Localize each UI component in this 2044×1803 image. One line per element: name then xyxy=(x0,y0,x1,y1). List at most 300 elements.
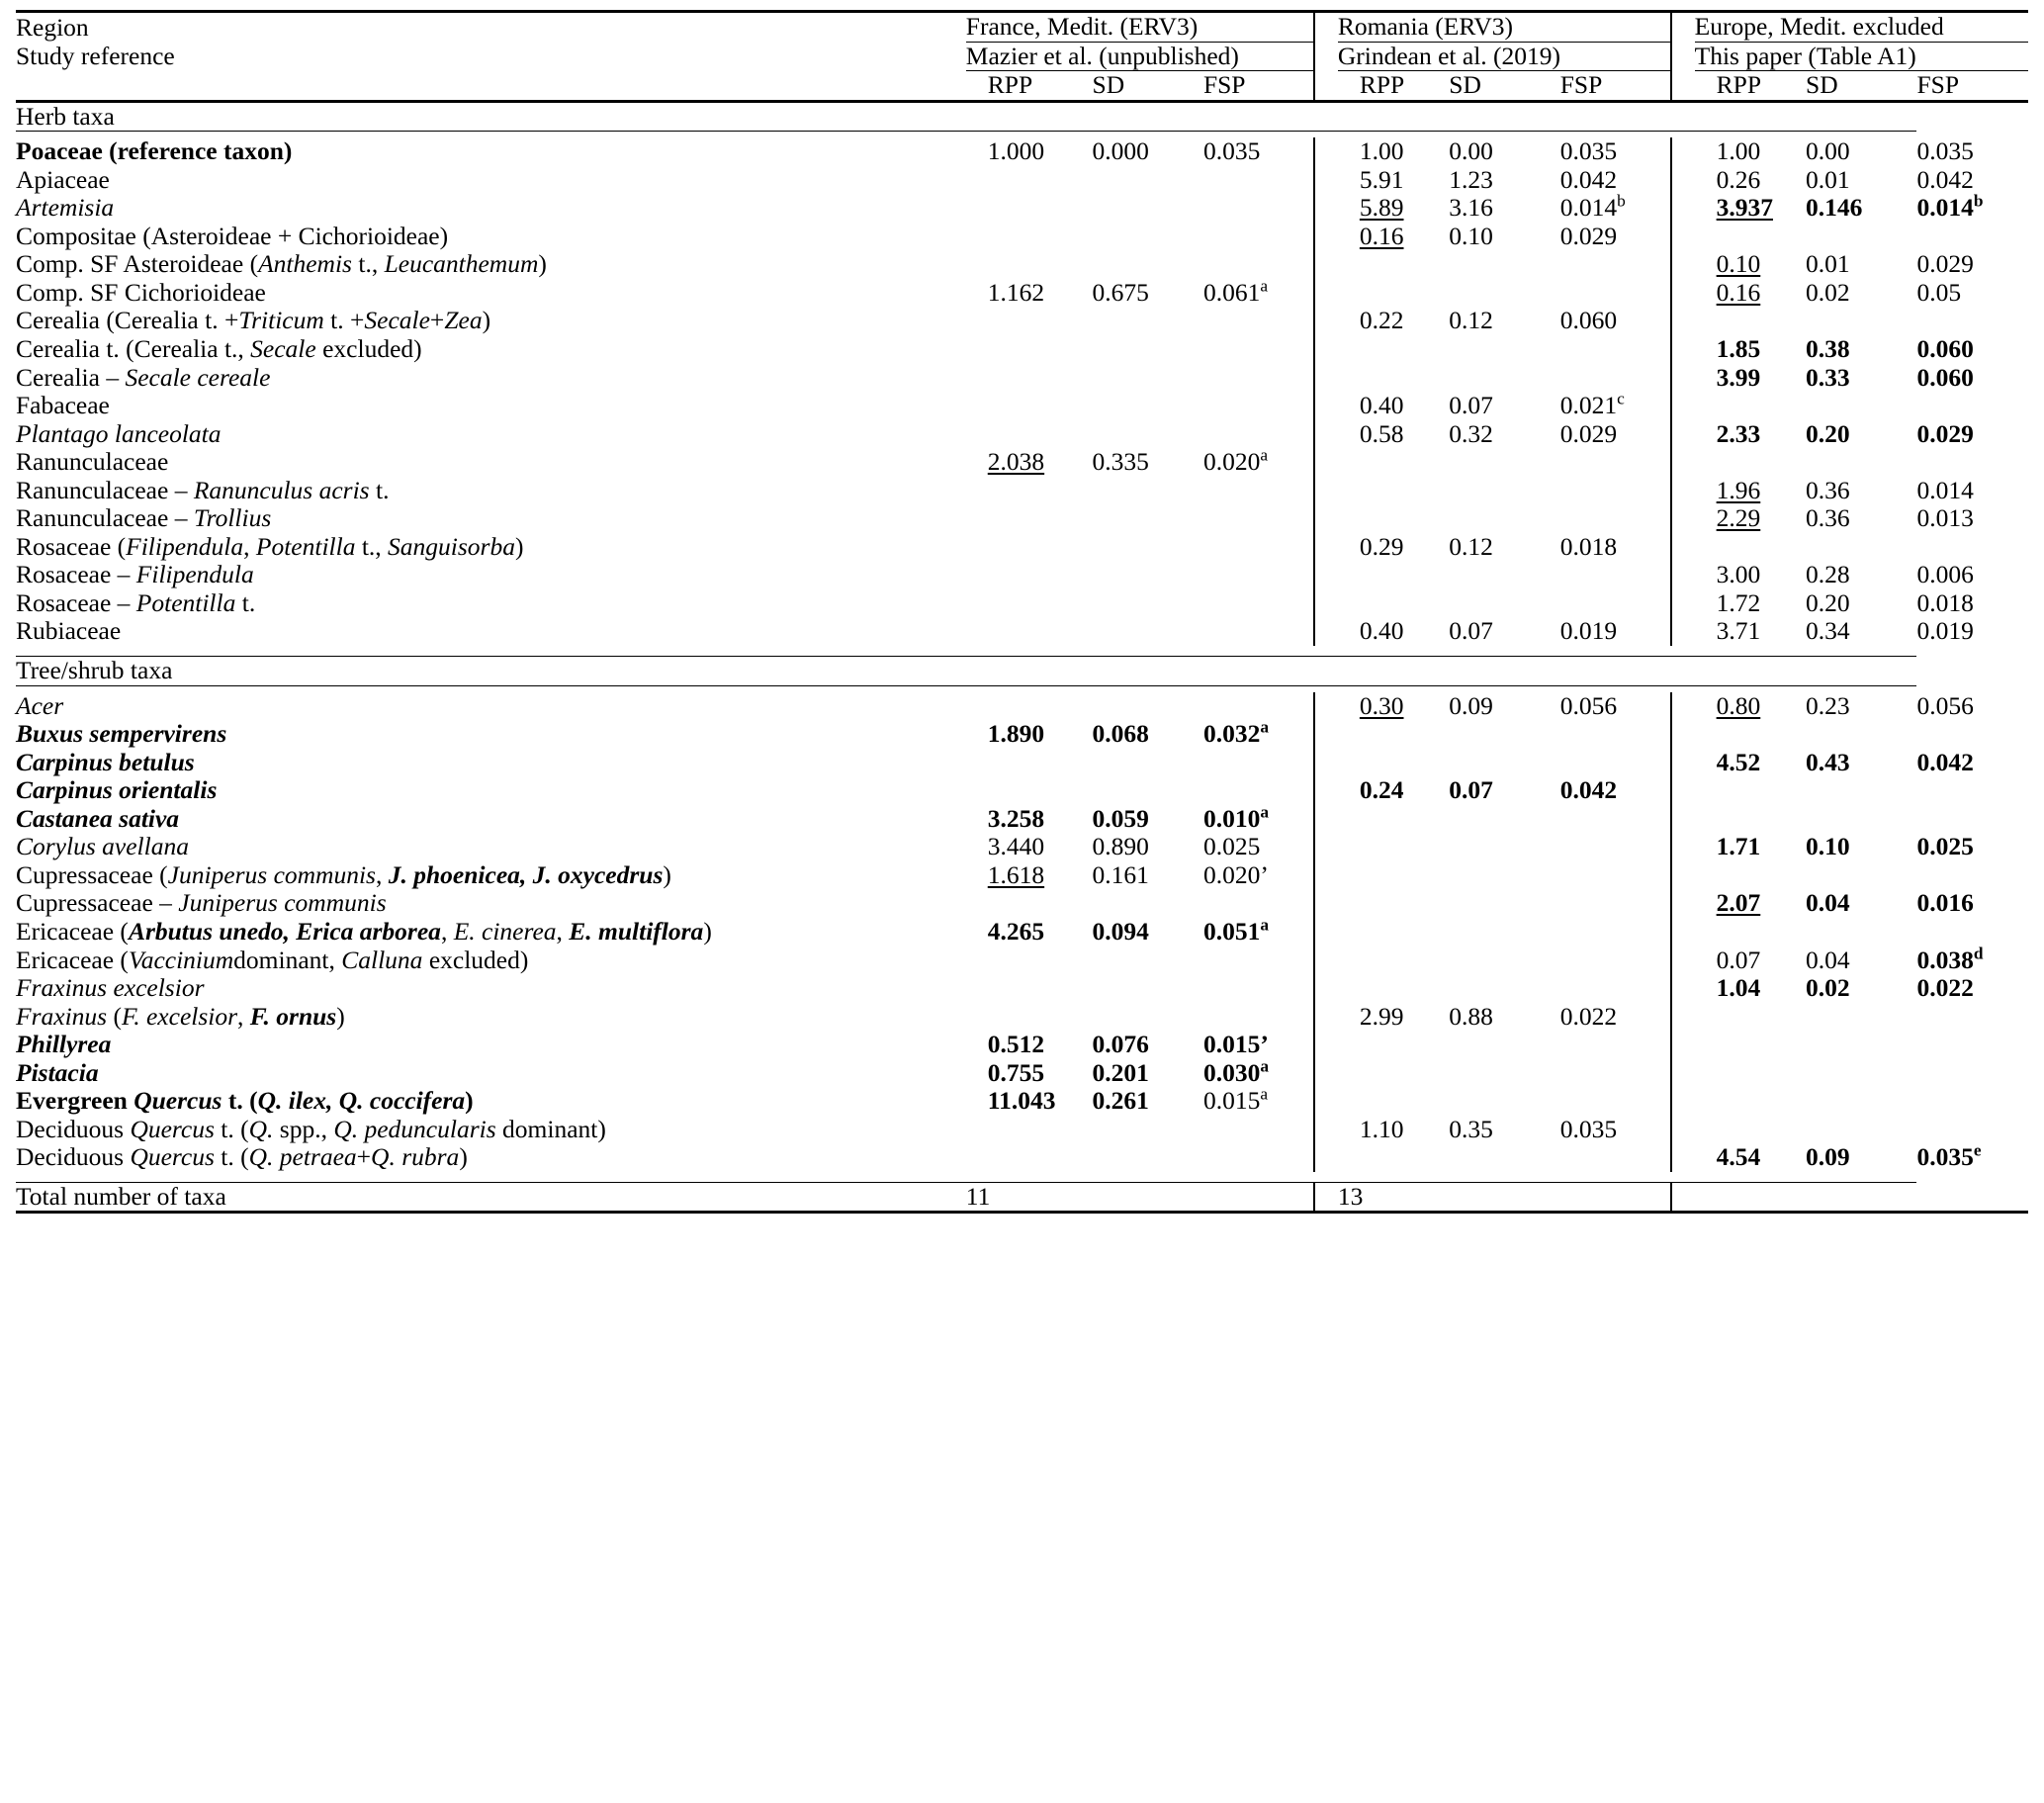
column-divider xyxy=(1671,42,1695,71)
data-cell xyxy=(1560,861,1671,890)
data-cell xyxy=(1338,974,1449,1003)
data-cell xyxy=(1338,250,1449,279)
data-cell xyxy=(1560,250,1671,279)
data-cell xyxy=(1449,833,1559,861)
total-divider xyxy=(16,1172,2028,1183)
data-cell: 0.40 xyxy=(1359,391,1404,420)
column-divider xyxy=(1314,749,1338,777)
data-cell: 3.937 xyxy=(1716,193,1773,223)
metric-header-rpp: RPP xyxy=(966,71,1093,102)
data-cell: 0.029 xyxy=(1916,418,1974,448)
column-divider xyxy=(1671,749,1695,777)
data-cell xyxy=(1916,448,2028,477)
data-cell xyxy=(1695,1003,1806,1032)
data-cell: 0.16 xyxy=(1359,221,1404,250)
data-cell: 4.265 xyxy=(987,916,1045,946)
column-divider xyxy=(1314,392,1338,420)
data-cell xyxy=(966,364,1093,393)
data-cell: 0.09 xyxy=(1449,690,1493,720)
taxon-label: Deciduous Quercus t. (Q. petraea+Q. rubra) xyxy=(16,1142,468,1172)
data-cell xyxy=(1093,477,1203,505)
table-row xyxy=(16,776,2028,805)
data-cell: 0.36 xyxy=(1806,475,1850,504)
data-cell: 0.10 xyxy=(1449,221,1493,250)
table-row xyxy=(16,223,2028,251)
column-divider xyxy=(1314,477,1338,505)
metric-header-fsp: FSP xyxy=(1916,71,2028,102)
data-cell xyxy=(1203,223,1314,251)
data-cell xyxy=(1916,918,2028,947)
column-divider xyxy=(1671,194,1695,223)
data-cell xyxy=(1338,833,1449,861)
column-divider xyxy=(1671,805,1695,834)
column-divider xyxy=(1671,448,1695,477)
data-cell: 0.335 xyxy=(1092,447,1149,477)
data-cell: 0.020$^a$ xyxy=(1202,445,1269,477)
table-row xyxy=(16,137,2028,166)
data-cell: 0.015$^a$ xyxy=(1202,1084,1269,1116)
column-divider xyxy=(1671,504,1695,533)
data-cell xyxy=(1916,1003,2028,1032)
data-cell: 0.042 xyxy=(1916,747,1974,776)
data-cell xyxy=(1203,947,1314,975)
column-divider xyxy=(1314,250,1338,279)
data-cell: 0.013 xyxy=(1916,503,1974,533)
data-cell xyxy=(1338,889,1449,918)
table-row xyxy=(16,477,2028,505)
data-cell xyxy=(1203,1003,1314,1032)
column-divider xyxy=(1314,805,1338,834)
data-cell: 1.04 xyxy=(1716,973,1761,1003)
data-cell: 3.440 xyxy=(987,832,1045,861)
table-row xyxy=(16,1003,2028,1032)
data-cell: 0.059 xyxy=(1092,803,1149,833)
column-divider xyxy=(1314,1087,1338,1116)
data-cell xyxy=(1560,974,1671,1003)
data-cell: 2.038 xyxy=(987,447,1045,477)
column-divider xyxy=(1671,335,1695,364)
taxon-label: Ranunculaceae – Trollius xyxy=(16,503,272,533)
data-cell: 1.890 xyxy=(987,719,1045,749)
data-cell: 1.10 xyxy=(1359,1114,1404,1143)
data-cell: 0.042 xyxy=(1559,164,1618,194)
data-cell: 1.71 xyxy=(1716,832,1761,861)
data-cell xyxy=(1203,776,1314,805)
data-cell xyxy=(1338,477,1449,505)
data-cell: 2.33 xyxy=(1716,418,1761,448)
column-divider xyxy=(1314,364,1338,393)
data-cell xyxy=(1806,223,1916,251)
taxon-label: Poaceae (reference taxon) xyxy=(16,136,293,166)
data-cell xyxy=(1806,448,1916,477)
data-cell xyxy=(1093,533,1203,562)
column-divider xyxy=(1314,589,1338,618)
data-cell: 0.035 xyxy=(1916,136,1974,166)
data-cell xyxy=(1916,861,2028,890)
data-cell: 0.00 xyxy=(1449,136,1493,166)
table-row xyxy=(16,335,2028,364)
data-cell xyxy=(1449,335,1559,364)
data-cell xyxy=(1449,477,1559,505)
data-cell xyxy=(1338,448,1449,477)
data-cell: 0.015’ xyxy=(1202,1030,1269,1059)
column-divider xyxy=(1671,833,1695,861)
data-cell xyxy=(1203,420,1314,449)
data-cell: 0.201 xyxy=(1092,1057,1149,1087)
column-divider xyxy=(1314,1003,1338,1032)
taxon-label: Apiaceae xyxy=(16,164,110,194)
data-cell xyxy=(1338,279,1449,308)
metric-header-sd: SD xyxy=(1093,71,1203,102)
data-cell xyxy=(1093,250,1203,279)
data-cell xyxy=(966,420,1093,449)
data-cell xyxy=(1093,692,1203,721)
data-cell: 0.80 xyxy=(1716,690,1761,720)
data-cell xyxy=(1093,776,1203,805)
data-cell xyxy=(1695,1087,1806,1116)
column-divider xyxy=(1314,1116,1338,1144)
data-cell xyxy=(1806,1116,1916,1144)
data-cell: 0.018 xyxy=(1559,531,1618,561)
data-cell xyxy=(1695,223,1806,251)
data-cell xyxy=(966,335,1093,364)
data-cell xyxy=(1806,805,1916,834)
data-cell xyxy=(1093,1116,1203,1144)
data-cell xyxy=(1560,749,1671,777)
data-cell xyxy=(1806,307,1916,335)
data-cell: 0.20 xyxy=(1806,587,1850,617)
column-divider xyxy=(1671,974,1695,1003)
column-divider xyxy=(1314,861,1338,890)
data-cell: 0.00 xyxy=(1806,136,1850,166)
data-cell: 0.029 xyxy=(1559,418,1618,448)
data-cell: 0.755 xyxy=(987,1057,1045,1087)
column-divider xyxy=(1671,477,1695,505)
metric-header-rpp: RPP xyxy=(1695,71,1806,102)
table-row xyxy=(16,1059,2028,1088)
data-cell xyxy=(1916,1116,2028,1144)
taxon-label: Plantago lanceolata xyxy=(16,418,222,448)
taxon-label: Castanea sativa xyxy=(16,803,180,833)
data-cell xyxy=(1560,561,1671,589)
data-cell: 0.029 xyxy=(1916,249,1974,279)
data-cell xyxy=(1695,1031,1806,1059)
data-cell xyxy=(1338,1143,1449,1172)
data-cell: 1.00 xyxy=(1716,136,1761,166)
column-divider xyxy=(1671,392,1695,420)
data-cell: 2.99 xyxy=(1359,1001,1404,1031)
data-cell xyxy=(1695,307,1806,335)
data-cell xyxy=(1560,477,1671,505)
taxon-label: Rosaceae (Filipendula, Potentilla t., Sanguisorba) xyxy=(16,531,524,561)
data-cell: 11.043 xyxy=(987,1086,1056,1116)
data-cell xyxy=(1093,617,1203,646)
data-cell: 0.032$^a$ xyxy=(1202,717,1269,749)
data-cell xyxy=(1203,250,1314,279)
column-divider xyxy=(1314,692,1338,721)
data-cell xyxy=(1806,392,1916,420)
data-cell xyxy=(1449,749,1559,777)
data-cell: 0.07 xyxy=(1449,616,1493,646)
total-romania: 13 xyxy=(1338,1182,1671,1213)
data-cell xyxy=(1560,1031,1671,1059)
data-cell: 1.72 xyxy=(1716,587,1761,617)
taxon-label: Compositae (Asteroideae + Cichorioideae) xyxy=(16,221,449,250)
data-cell xyxy=(1203,504,1314,533)
column-divider xyxy=(1314,974,1338,1003)
data-cell: 0.025 xyxy=(1202,832,1261,861)
data-cell: 2.29 xyxy=(1716,503,1761,533)
data-cell xyxy=(1338,561,1449,589)
taxon-label: Comp. SF Cichorioideae xyxy=(16,277,266,307)
data-cell xyxy=(1806,861,1916,890)
taxon-label: Acer xyxy=(16,690,64,720)
rpp-comparison-table xyxy=(16,10,2028,1214)
data-cell xyxy=(1560,805,1671,834)
data-cell xyxy=(1338,1031,1449,1059)
taxon-label: Ericaceae (Arbutus unedo, Erica arborea, E. cinerea, E. multiflora) xyxy=(16,916,712,946)
data-cell: 0.26 xyxy=(1716,164,1761,194)
column-divider xyxy=(1314,448,1338,477)
study-header-europe: This paper (Table A1) xyxy=(1695,42,2028,71)
data-cell xyxy=(966,974,1093,1003)
data-cell xyxy=(1203,533,1314,562)
data-cell: 3.99 xyxy=(1716,362,1761,392)
data-cell xyxy=(1203,692,1314,721)
header-metric-blank xyxy=(16,71,966,102)
column-divider xyxy=(1671,776,1695,805)
column-divider xyxy=(1314,720,1338,749)
table-row xyxy=(16,861,2028,890)
data-cell xyxy=(1203,364,1314,393)
data-cell xyxy=(1560,1143,1671,1172)
data-cell xyxy=(1449,889,1559,918)
data-cell: 0.32 xyxy=(1449,418,1493,448)
data-cell xyxy=(966,392,1093,420)
data-cell xyxy=(1695,720,1806,749)
data-cell xyxy=(1449,947,1559,975)
total-europe xyxy=(1695,1182,2028,1213)
data-cell xyxy=(1203,392,1314,420)
data-cell xyxy=(1806,918,1916,947)
column-divider xyxy=(1314,335,1338,364)
data-cell xyxy=(1916,720,2028,749)
column-divider xyxy=(1671,1003,1695,1032)
data-cell xyxy=(966,477,1093,505)
data-cell: 3.16 xyxy=(1449,193,1493,223)
metric-header-fsp: FSP xyxy=(1560,71,1671,102)
column-divider xyxy=(1671,692,1695,721)
taxon-label: Pistacia xyxy=(16,1057,99,1087)
data-cell xyxy=(1449,1143,1559,1172)
data-cell xyxy=(1093,166,1203,195)
data-cell xyxy=(1560,504,1671,533)
table-row xyxy=(16,589,2028,618)
data-cell xyxy=(1449,974,1559,1003)
data-cell: 0.36 xyxy=(1806,503,1850,533)
data-cell: 3.00 xyxy=(1716,560,1761,589)
column-divider xyxy=(1314,918,1338,947)
data-cell xyxy=(1560,335,1671,364)
data-cell xyxy=(1695,1116,1806,1144)
data-cell: 0.05 xyxy=(1916,277,1962,307)
table-row xyxy=(16,364,2028,393)
data-cell: 0.018 xyxy=(1916,587,1974,617)
taxon-label: Evergreen Quercus t. (Q. ilex, Q. coccifera) xyxy=(16,1086,474,1116)
column-divider xyxy=(1314,833,1338,861)
column-divider xyxy=(1671,364,1695,393)
data-cell: 0.056 xyxy=(1916,690,1974,720)
metric-header-sd: SD xyxy=(1449,71,1559,102)
data-cell: 0.035 xyxy=(1559,136,1618,166)
data-cell: 0.10 xyxy=(1716,249,1761,279)
data-cell xyxy=(966,776,1093,805)
column-divider xyxy=(1671,1059,1695,1088)
data-cell xyxy=(1093,194,1203,223)
data-cell xyxy=(1560,448,1671,477)
data-cell xyxy=(1449,364,1559,393)
data-cell xyxy=(1560,720,1671,749)
data-cell: 0.04 xyxy=(1806,945,1850,974)
data-cell xyxy=(1093,392,1203,420)
column-divider xyxy=(1314,776,1338,805)
data-cell xyxy=(1338,589,1449,618)
taxon-label: Rosaceae – Potentilla t. xyxy=(16,587,256,617)
data-cell: 0.035 xyxy=(1202,136,1261,166)
data-cell xyxy=(1093,223,1203,251)
data-cell: 0.02 xyxy=(1806,973,1850,1003)
header-row-label-region: Region xyxy=(16,12,966,43)
data-cell xyxy=(1916,1031,2028,1059)
table-row xyxy=(16,974,2028,1003)
data-cell: 0.029 xyxy=(1559,221,1618,250)
column-divider xyxy=(1671,720,1695,749)
data-cell xyxy=(1203,1143,1314,1172)
data-cell: 0.060 xyxy=(1916,362,1974,392)
data-cell xyxy=(1093,335,1203,364)
data-cell xyxy=(1806,720,1916,749)
taxon-label: Deciduous Quercus t. (Q. spp., Q. peduncularis dominant) xyxy=(16,1114,606,1143)
data-cell xyxy=(1203,589,1314,618)
column-divider xyxy=(1671,250,1695,279)
data-cell xyxy=(1093,561,1203,589)
data-cell xyxy=(1560,364,1671,393)
column-divider xyxy=(1314,533,1338,562)
metric-header-fsp: FSP xyxy=(1203,71,1314,102)
column-divider xyxy=(1314,137,1338,166)
data-cell: 0.261 xyxy=(1092,1086,1149,1116)
data-cell xyxy=(1338,749,1449,777)
data-cell: 0.20 xyxy=(1806,418,1850,448)
table-row xyxy=(16,194,2028,223)
column-divider xyxy=(1314,889,1338,918)
data-cell: 0.014 xyxy=(1916,475,1974,504)
data-cell xyxy=(1560,889,1671,918)
data-cell xyxy=(1203,749,1314,777)
data-cell xyxy=(966,889,1093,918)
column-divider xyxy=(1314,617,1338,646)
taxon-label: Comp. SF Asteroideae (Anthemis t., Leucanthemum) xyxy=(16,249,547,279)
data-cell xyxy=(966,692,1093,721)
header-metric-row xyxy=(16,71,2028,102)
data-cell: 0.02 xyxy=(1806,277,1850,307)
data-cell xyxy=(1203,194,1314,223)
data-cell: 0.038$^d$ xyxy=(1916,944,1984,974)
column-divider xyxy=(1671,137,1695,166)
metric-header-sd: SD xyxy=(1806,71,1916,102)
table-row xyxy=(16,561,2028,589)
data-cell xyxy=(1560,1087,1671,1116)
table-row xyxy=(16,504,2028,533)
total-row xyxy=(16,1182,2028,1213)
data-cell xyxy=(1338,805,1449,834)
data-cell: 5.91 xyxy=(1359,164,1404,194)
data-cell: 0.09 xyxy=(1806,1142,1850,1172)
data-cell xyxy=(1449,805,1559,834)
data-cell xyxy=(1203,974,1314,1003)
data-cell: 0.16 xyxy=(1716,277,1761,307)
header-row-label-study: Study reference xyxy=(16,42,175,71)
data-cell xyxy=(1449,589,1559,618)
data-cell xyxy=(966,617,1093,646)
table-row xyxy=(16,720,2028,749)
group-header-europe: Europe, Medit. excluded xyxy=(1695,12,2028,43)
data-cell xyxy=(1203,889,1314,918)
data-cell xyxy=(1806,776,1916,805)
data-cell xyxy=(1916,1059,2028,1088)
data-cell xyxy=(966,166,1093,195)
data-cell xyxy=(966,1143,1093,1172)
table-row xyxy=(16,918,2028,947)
taxon-label: Carpinus orientalis xyxy=(16,775,218,805)
taxon-label: Ranunculaceae xyxy=(16,447,169,477)
study-header-romania: Grindean et al. (2019) xyxy=(1338,42,1671,71)
data-cell: 4.54 xyxy=(1716,1142,1761,1172)
data-cell xyxy=(1203,1116,1314,1144)
data-cell: 0.014$^b$ xyxy=(1916,191,1984,223)
table-row xyxy=(16,250,2028,279)
data-cell: 0.890 xyxy=(1092,832,1149,861)
data-cell xyxy=(1093,420,1203,449)
group-header-romania: Romania (ERV3) xyxy=(1338,12,1671,43)
column-divider xyxy=(1314,12,1338,43)
table-row xyxy=(16,1031,2028,1059)
data-cell xyxy=(1338,861,1449,890)
data-cell: 4.52 xyxy=(1716,747,1761,776)
taxon-label: Corylus avellana xyxy=(16,832,189,861)
column-divider xyxy=(1314,42,1338,71)
data-cell: 0.060 xyxy=(1916,334,1974,364)
data-cell: 1.96 xyxy=(1716,475,1761,504)
data-cell: 0.10 xyxy=(1806,832,1850,861)
column-divider xyxy=(1314,504,1338,533)
data-cell: 0.07 xyxy=(1449,775,1493,805)
taxon-label: Cupressaceae (Juniperus communis, J. phoenicea, J. oxycedrus) xyxy=(16,859,671,889)
data-cell: 0.010$^a$ xyxy=(1202,802,1269,833)
data-cell xyxy=(1806,533,1916,562)
column-divider xyxy=(1671,589,1695,618)
column-divider xyxy=(1314,420,1338,449)
data-cell xyxy=(1560,1059,1671,1088)
data-cell xyxy=(966,307,1093,335)
data-cell xyxy=(1916,392,2028,420)
data-cell xyxy=(1093,749,1203,777)
data-cell: 0.01 xyxy=(1806,249,1850,279)
data-cell xyxy=(966,223,1093,251)
column-divider xyxy=(1671,420,1695,449)
data-cell xyxy=(1203,477,1314,505)
group-header-france: France, Medit. (ERV3) xyxy=(966,12,1315,43)
